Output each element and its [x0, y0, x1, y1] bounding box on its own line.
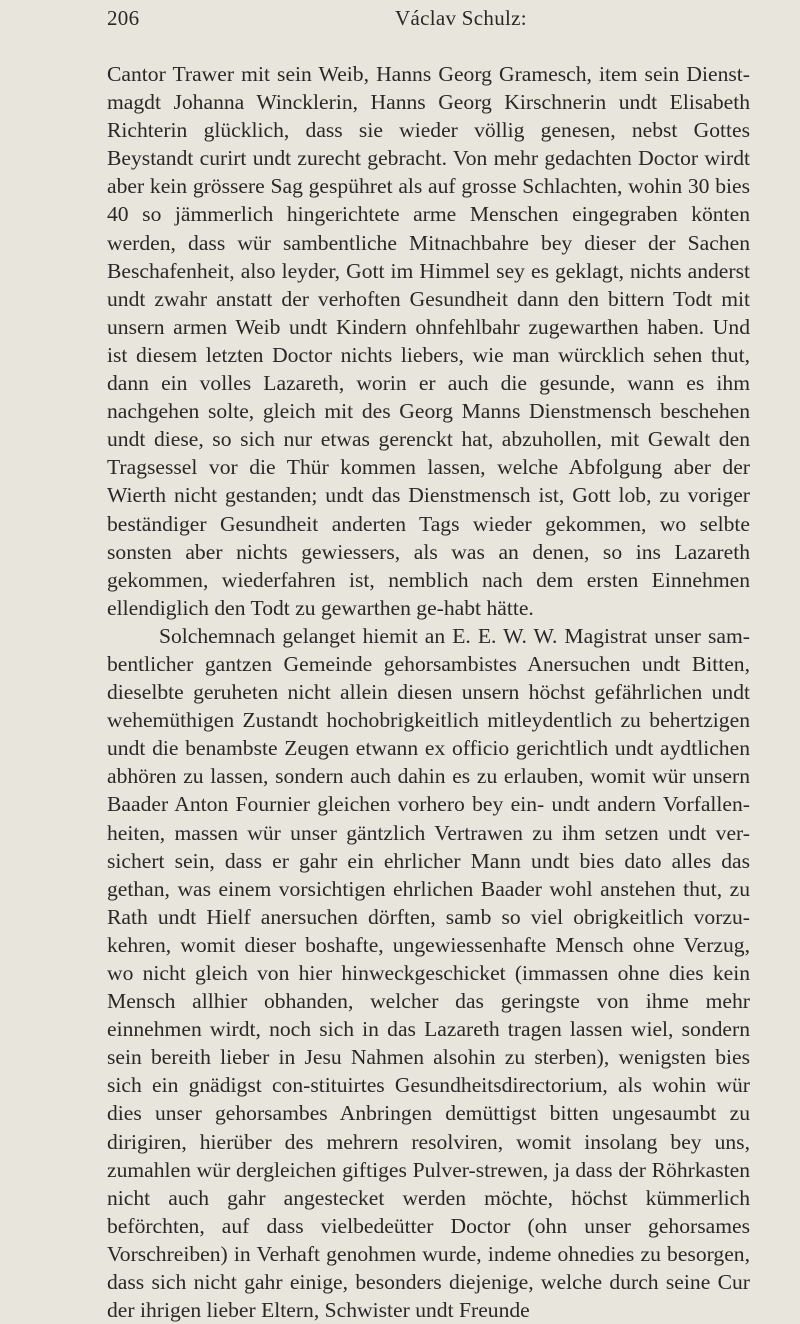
body-text	[107, 60, 750, 1324]
running-head: Václav Schulz:	[395, 6, 527, 30]
paragraph-2: Solchemnach gelanget hiemit an E. E. W. W. Magistrat unser sam-bentlicher gantzen Gemeinde gehorsambistes Anersuchen undt Bitten, dieselbte geruheten nicht allein diesen unsern höchst gefährlichen undt wehemüthigen Zustandt hochobrigkeitlich mitleydentlich zu behertzigen undt die benambste Zeugen etwann ex officio gerichtlich undt aydtlichen abhören zu lassen, sondern auch dahin es zu erlauben, womit wür unsern Baader Anton Fournier gleichen vorhero bey ein- undt andern Vorfallen-heiten, massen wür unser gäntzlich Vertrawen zu ihm setzen undt ver-sichert sein, dass er gahr ein ehrlicher Mann undt bies dato alles das gethan, was einem vorsichtigen ehrlichen Baader wohl anstehen thut, zu Rath undt Hielf anersuchen dörften, samb so viel obrigkeitlich vorzu-kehren, womit dieser boshafte, ungewiessenhafte Mensch ohne Verzug, wo nicht gleich von hier hinweckgeschicket (immassen ohne dies kein Mensch allhier obhanden, welcher das geringste von ihme mehr einnehmen wirdt, noch sich in das Lazareth tragen lassen wiel, sondern sein bereith lieber in Jesu Nahmen alsohin zu sterben), wenigsten bies sich ein gnädigst con-stituirtes Gesundheitsdirectorium, als wohin wür dies unser gehorsambes Anbringen demüttigst bitten ungesaumbt zu dirigiren, hierüber des mehrern resolviren, womit insolang bey uns, zumahlen wür dergleichen giftiges Pulver-strewen, ja dass der Röhrkasten nicht auch gahr angestecket werden möchte, höchst kümmerlich beförchten, auf dass vielbedeütter Doctor (ohn unser gehorsames Vorschreiben) in Verhaft genohmen wurde, indeme ohnedies zu besorgen, dass sich nicht gahr einige, besonders diejenige, welche durch seine Cur der ihrigen lieber Eltern, Schwister undt Freunde	[107, 623, 750, 1323]
page-header	[107, 0, 750, 60]
page-number: 206	[107, 6, 140, 30]
paragraph-1: Cantor Trawer mit sein Weib, Hanns Georg Gramesch, item sein Dienst-magdt Johanna Wincklerin, Hanns Georg Kirschnerin undt Elisabeth Richterin glücklich, dass sie wieder völlig genesen, nebst Gottes Beystandt curirt undt zurecht gebracht. Von mehr gedachten Doctor wirdt aber kein grössere Sag gespühret als auf grosse Schlachten, wohin 30 bies 40 so jämmerlich hingerichtete arme Menschen eingegraben könten werden, dass wür sambentliche Mitnachbahre bey dieser der Sachen Beschafenheit, also leyder, Gott im Himmel sey es geklagt, nichts anderst undt zwahr anstatt der verhoften Gesundheit dann den bittern Todt mit unsern armen Weib undt Kindern ohnfehlbahr zugewarthen haben. Und ist diesem letzten Doctor nichts liebers, wie man würcklich sehen thut, dann ein volles Lazareth, worin er auch die gesunde, wann es ihm nachgehen solte, gleich mit des Georg Manns Dienstmensch beschehen undt diese, so sich nur etwas gerenckt hat, abzuhollen, mit Gewalt den Tragsessel vor die Thür kommen lassen, welche Abfolgung aber der Wierth nicht gestanden; undt das Dienstmensch ist, Gott lob, zu voriger beständiger Gesundheit anderten Tags wieder gekommen, wo selbte sonsten aber nichts gewiessers, als was an denen, so ins Lazareth gekommen, wiederfahren ist, nemblich nach dem ersten Einnehmen ellendiglich den Todt zu gewarthen ge-habt hätte.	[107, 62, 750, 620]
